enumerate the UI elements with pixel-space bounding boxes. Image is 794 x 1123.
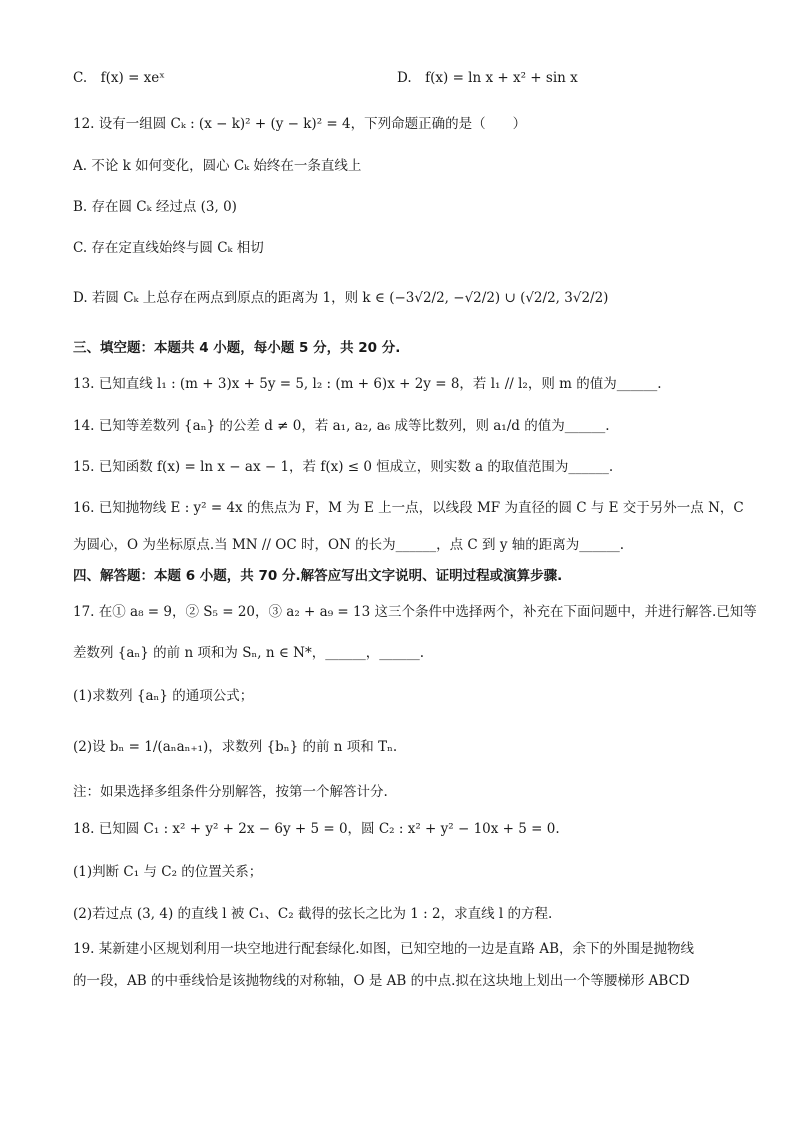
q12-stem: 12. 设有一组圆 Cₖ : (x − k)² + (y − k)² = 4，下列命题正确的是（ ） <box>73 116 527 132</box>
q18-part-1: (1)判断 C₁ 与 C₂ 的位置关系； <box>73 864 263 880</box>
q18-part-2: (2)若过点 (3, 4) 的直线 l 被 C₁、C₂ 截得的弦长之比为 1 : 2，求直线 l 的方程. <box>73 906 553 922</box>
q17-part-1: (1)求数列 {aₙ} 的通项公式； <box>73 688 254 704</box>
q15: 15. 已知函数 f(x) = ln x − ax − 1，若 f(x) ≤ 0 恒成立，则实数 a 的取值范围为______. <box>73 459 614 475</box>
q12-option-d: D. 若圆 Cₖ 上总存在两点到原点的距离为 1，则 k ∈ (−3√2/2, −√2/2) ∪ (√2/2, 3√2/2) <box>73 290 609 306</box>
q17-note: 注：如果选择多组条件分别解答，按第一个解答计分. <box>73 784 388 800</box>
section-4-heading: 四、解答题：本题 6 小题，共 70 分.解答应写出文字说明、证明过程或演算步骤. <box>73 568 563 584</box>
q16-line-2: 为圆心，O 为坐标原点.当 MN // OC 时，ON 的长为______，点 C 到 y 轴的距离为______. <box>73 537 625 553</box>
section-3-heading: 三、填空题：本题共 4 小题，每小题 5 分，共 20 分. <box>73 340 401 356</box>
q14: 14. 已知等差数列 {aₙ} 的公差 d ≠ 0，若 a₁, a₂, a₆ 成等比数列，则 a₁/d 的值为______. <box>73 418 610 434</box>
q19-line-2: 的一段，AB 的中垂线恰是该抛物线的对称轴，O 是 AB 的中点.拟在这块地上划出一个等腰梯形 ABCD <box>73 973 690 989</box>
q16-line-1: 16. 已知抛物线 E : y² = 4x 的焦点为 F，M 为 E 上一点，以线段 MF 为直径的圆 C 与 E 交于另外一点 N，C <box>73 500 744 516</box>
q17-part-2: (2)设 bₙ = 1/(aₙaₙ₊₁)，求数列 {bₙ} 的前 n 项和 Tₙ. <box>73 739 398 755</box>
q12-option-c: C. 存在定直线始终与圆 Cₖ 相切 <box>73 240 264 256</box>
q13: 13. 已知直线 l₁ : (m + 3)x + 5y = 5, l₂ : (m + 6)x + 2y = 8，若 l₁ // l₂，则 m 的值为______. <box>73 376 662 392</box>
q12-option-b: B. 存在圆 Cₖ 经过点 (3, 0) <box>73 199 237 215</box>
q17-line-2: 差数列 {aₙ} 的前 n 项和为 Sₙ, n ∈ N*，______，______. <box>73 645 425 661</box>
q11-option-d: D. f(x) = ln x + x² + sin x <box>397 70 578 86</box>
q19-line-1: 19. 某新建小区规划利用一块空地进行配套绿化.如图，已知空地的一边是直路 AB，余下的外围是抛物线 <box>73 941 695 957</box>
q11-option-c: C. f(x) = xeˣ <box>73 70 166 86</box>
q18-stem: 18. 已知圆 C₁ : x² + y² + 2x − 6y + 5 = 0，圆 C₂ : x² + y² − 10x + 5 = 0. <box>73 821 560 837</box>
q17-line-1: 17. 在① a₈ = 9，② S₅ = 20，③ a₂ + a₉ = 13 这三个条件中选择两个，补充在下面问题中，并进行解答.已知等 <box>73 604 757 620</box>
q12-option-a: A. 不论 k 如何变化，圆心 Cₖ 始终在一条直线上 <box>73 158 362 174</box>
